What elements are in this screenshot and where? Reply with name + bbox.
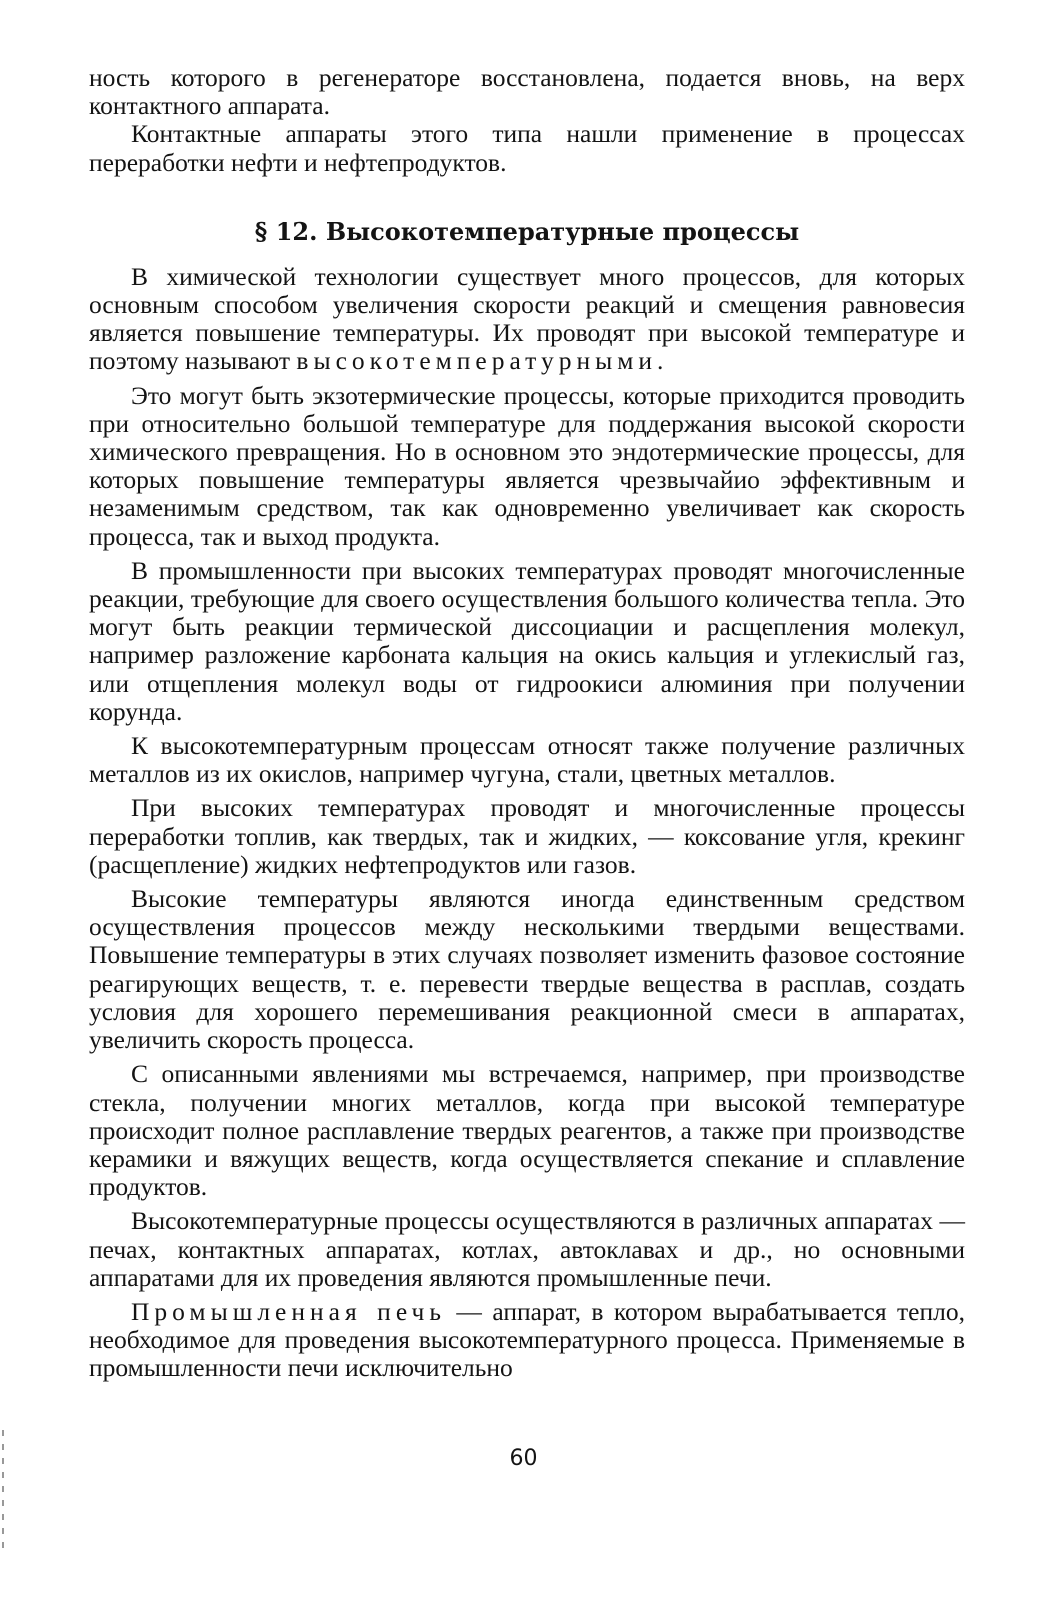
paragraph: Высокие температуры являются иногда единственным средством осуществления процессов между несколькими твердыми веществами. Повышение температуры в этих случаях позволяет изменить фазовое состояние реагирующих веществ, т. е. перевести твердые вещества в расплав, создать условия для хорошего перемешивания реакционной смеси в аппаратах, увеличить скорость процесса. <box>89 884 965 1055</box>
emphasized-term: высокотемпературными <box>296 346 658 376</box>
page-number: 60 <box>509 1446 538 1471</box>
paragraph: С описанными явлениями мы встречаемся, например, при производстве стекла, получении многих металлов, когда при высокой температуре происходит полное расплавление твердых реагентов, а также при производстве керамики и вяжущих веществ, когда осуществляется спекание и сплавление продуктов. <box>89 1059 965 1202</box>
paragraph: К высокотемпературным процессам относят также получение различных металлов из их окислов, например чугуна, стали, цветных металлов. <box>89 731 965 789</box>
paragraph-text: . <box>657 346 664 376</box>
paragraph-text: В химической технологии существует много процессов, для которых основным способом увеличения скорости реакций и смещения равновесия является повышение температуры. Их проводят при высокой температуре и поэтому называют <box>89 261 965 376</box>
section-heading: § 12. Высокотемпературные процессы <box>254 216 800 246</box>
paragraph: В промышленности при высоких температурах проводят многочисленные реакции, требующие для своего осуществления большого количества тепла. Это могут быть реакции термической диссоциации и расщепления молекул, например разложение карбоната кальция на окись кальция и углекислый газ, или отщепления молекул воды от гидроокиси алюминия при получении корунда. <box>89 555 965 726</box>
paragraph: ность которого в регенераторе восстановлена, подается вновь, на верх контактного аппарата. <box>89 63 965 121</box>
paragraph <box>89 1298 965 1383</box>
paragraph: Контактные аппараты этого типа нашли применение в процессах переработки нефти и нефтепродуктов. <box>89 119 965 177</box>
paragraph <box>89 263 965 376</box>
paragraph: Высокотемпературные процессы осуществляются в различных аппаратах — печах, контактных аппаратах, котлах, автоклавах и др., но основными аппаратами для их проведения являются промышленные печи. <box>89 1206 965 1292</box>
scan-edge-mark <box>2 1430 4 1550</box>
emphasized-term: Промышленная печь <box>131 1296 446 1326</box>
paragraph-text: — аппарат, в котором вырабатывается тепло, необходимое для проведения высокотемпературного процесса. Применяемые в промышленности печи исключительно <box>89 1296 965 1383</box>
page-body <box>89 64 965 1383</box>
paragraph: Это могут быть экзотермические процессы, которые приходится проводить при относительно большой температуре для поддержания высокой скорости химического превращения. Но в основном это эндотермические процессы, для которых повышение температуры является чрезвычайио эффективным и незаменимым средством, так как одновременно увеличивает как скорость процесса, так и выход продукта. <box>89 380 965 551</box>
paragraph: При высоких температурах проводят и многочисленные процессы переработки топлив, как твердых, так и жидких, — коксование угля, крекинг (расщепление) жидких нефтепродуктов или газов. <box>89 793 965 879</box>
